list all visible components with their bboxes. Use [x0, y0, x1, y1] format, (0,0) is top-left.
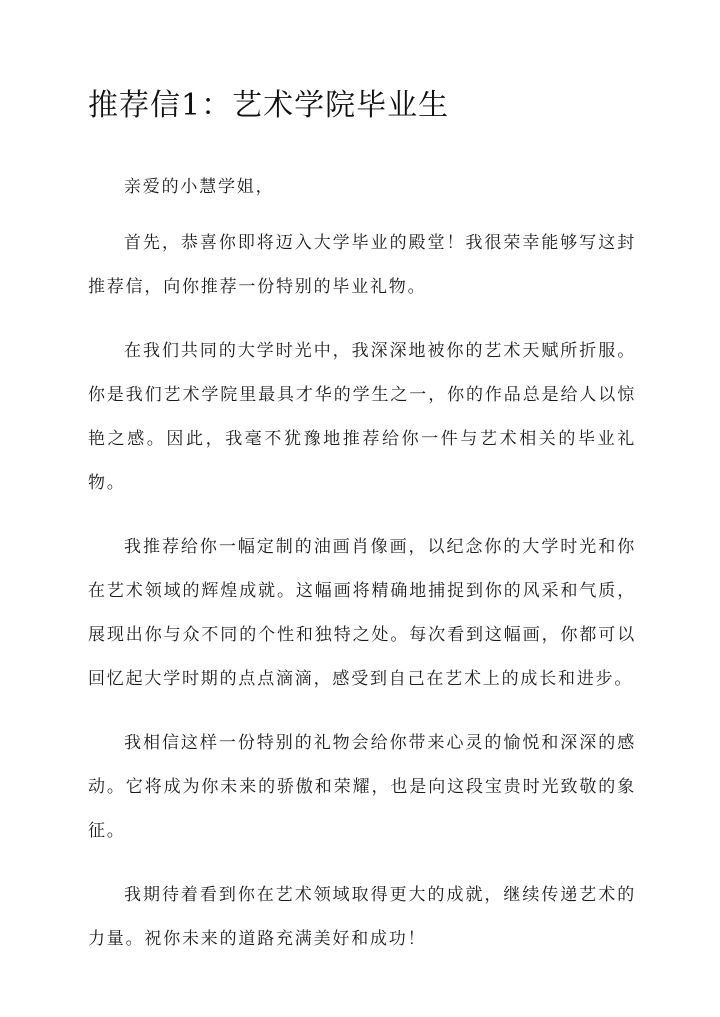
document-title: 推荐信1：艺术学院毕业生 — [88, 88, 450, 123]
letter-body — [88, 165, 636, 981]
gift-paragraph: 我推荐给你一幅定制的油画肖像画，以纪念你的大学时光和你在艺术领域的辉煌成就。这幅画将精确地捕捉到你的风采和气质，展现出你与众不同的个性和独特之处。每次看到这幅画，你都可以回忆起大学时期的点点滴滴，感受到自己在艺术上的成长和进步。 — [88, 537, 636, 689]
congratulation-paragraph: 首先，恭喜你即将迈入大学毕业的殿堂！我很荣幸能够写这封推荐信，向你推荐一份特别的毕业礼物。 — [88, 233, 636, 297]
talent-paragraph: 在我们共同的大学时光中，我深深地被你的艺术天赋所折服。你是我们艺术学院里最具才华的学生之一，你的作品总是给人以惊艳之感。因此，我毫不犹豫地推荐给你一件与艺术相关的毕业礼物。 — [88, 341, 636, 493]
emotion-paragraph: 我相信这样一份特别的礼物会给你带来心灵的愉悦和深深的感动。它将成为你未来的骄傲和荣耀，也是向这段宝贵时光致敬的象征。 — [88, 733, 636, 841]
salutation-paragraph: 亲爱的小慧学姐， — [124, 177, 275, 197]
closing-paragraph: 我期待着看到你在艺术领域取得更大的成就，继续传递艺术的力量。祝你未来的道路充满美好和成功！ — [88, 885, 636, 949]
